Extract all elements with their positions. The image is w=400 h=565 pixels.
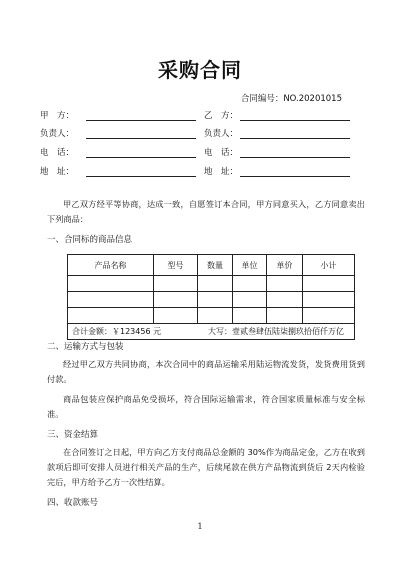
party-b-address-label: 地 址： xyxy=(204,167,239,177)
table-row xyxy=(68,308,355,324)
table-row xyxy=(68,276,355,292)
party-b-phone-line[interactable] xyxy=(240,157,350,158)
table-cell[interactable] xyxy=(233,292,267,308)
table-cell[interactable] xyxy=(267,276,303,292)
total-amount-value: ￥123456 元 xyxy=(112,327,162,336)
table-cell[interactable] xyxy=(68,292,154,308)
party-b-manager-label: 负责人： xyxy=(204,129,239,139)
table-cell[interactable] xyxy=(68,308,154,324)
party-a-phone-label: 电 话： xyxy=(40,148,75,158)
contract-number-label: 合同编号： xyxy=(240,94,284,104)
table-cell[interactable] xyxy=(198,308,233,324)
table-cell[interactable] xyxy=(303,292,355,308)
section-3-paragraph-1: 在合同签订之日起，甲方向乙方支付商品总金额的 30%作为商品定金，乙方在收到款项后即可安排人员进行相关产品的生产，后续尾款在供方产品物流到货后 2天内检验完后，甲方给予乙方一次性结算。 xyxy=(47,447,365,487)
party-b-manager-row xyxy=(204,127,354,141)
table-cell[interactable] xyxy=(303,276,355,292)
table-cell[interactable] xyxy=(267,292,303,308)
header-unit-price: 单价 xyxy=(267,255,303,276)
party-a-phone-row xyxy=(40,146,200,160)
capital-amount xyxy=(208,326,344,337)
table-cell[interactable] xyxy=(267,308,303,324)
party-b-address-row xyxy=(204,165,354,179)
section-2-paragraph-2: 商品包装应保护商品免受损坏，符合国际运输需求，符合国家质量标准与安全标准。 xyxy=(47,394,365,419)
capital-amount-value: 壹贰叁肆伍陆柒捌玖拾佰仟万亿 xyxy=(232,327,344,336)
table-cell[interactable] xyxy=(303,308,355,324)
document-title: 采购合同 xyxy=(158,58,242,82)
party-a-label: 甲 方： xyxy=(40,111,75,121)
table-cell[interactable] xyxy=(154,292,198,308)
section-2-paragraph-1: 经过甲乙双方共同协商，本次合同中的商品运输采用陆运物流发货，发货费用货到付款。 xyxy=(47,359,365,384)
table-cell[interactable] xyxy=(233,308,267,324)
party-b-name-line[interactable] xyxy=(240,120,350,121)
goods-table xyxy=(67,254,355,340)
header-unit: 单位 xyxy=(233,255,267,276)
capital-amount-label: 大写： xyxy=(208,327,232,336)
party-b-name-row xyxy=(204,109,354,123)
header-subtotal: 小计 xyxy=(303,255,355,276)
party-b-manager-line[interactable] xyxy=(240,138,350,139)
total-amount xyxy=(72,326,161,337)
table-row xyxy=(68,292,355,308)
table-cell[interactable] xyxy=(233,276,267,292)
party-b-address-line[interactable] xyxy=(240,176,350,177)
party-a-name-line[interactable] xyxy=(86,120,196,121)
party-a-name-row xyxy=(40,109,200,123)
table-cell[interactable] xyxy=(68,276,154,292)
header-product-name: 产品名称 xyxy=(68,255,154,276)
table-cell[interactable] xyxy=(198,292,233,308)
section-4-heading: 四、收款账号 xyxy=(47,498,99,508)
section-2-heading: 二、运输方式与包装 xyxy=(47,342,124,352)
table-cell[interactable] xyxy=(154,276,198,292)
party-a-phone-line[interactable] xyxy=(86,157,196,158)
section-1-heading: 一、合同标的商品信息 xyxy=(47,235,133,245)
header-model: 型号 xyxy=(154,255,198,276)
party-a-manager-row xyxy=(40,127,200,141)
table-cell[interactable] xyxy=(154,308,198,324)
table-cell[interactable] xyxy=(198,276,233,292)
goods-table-header-row xyxy=(68,255,355,276)
party-b-phone-row xyxy=(204,146,354,160)
party-a-address-label: 地 址： xyxy=(40,167,75,177)
party-a-manager-line[interactable] xyxy=(86,138,196,139)
contract-number xyxy=(241,92,342,104)
section-3-heading: 三、资金结算 xyxy=(47,430,99,440)
party-a-address-row xyxy=(40,165,200,179)
page-number: 1 xyxy=(197,522,203,531)
party-b-label: 乙 方： xyxy=(204,111,239,121)
total-cell xyxy=(68,324,355,340)
total-amount-label: 合计金额： xyxy=(72,327,112,336)
party-a-manager-label: 负责人： xyxy=(40,129,75,139)
intro-paragraph: 甲乙双方经平等协商，达成一致，自愿签订本合同，甲方同意买入，乙方同意卖出下列商品： xyxy=(47,199,365,224)
party-b-phone-label: 电 话： xyxy=(204,148,239,158)
contract-number-value: NO.20201015 xyxy=(283,94,342,104)
header-quantity: 数量 xyxy=(198,255,233,276)
party-a-address-line[interactable] xyxy=(86,176,196,177)
goods-table-total-row xyxy=(68,324,355,340)
